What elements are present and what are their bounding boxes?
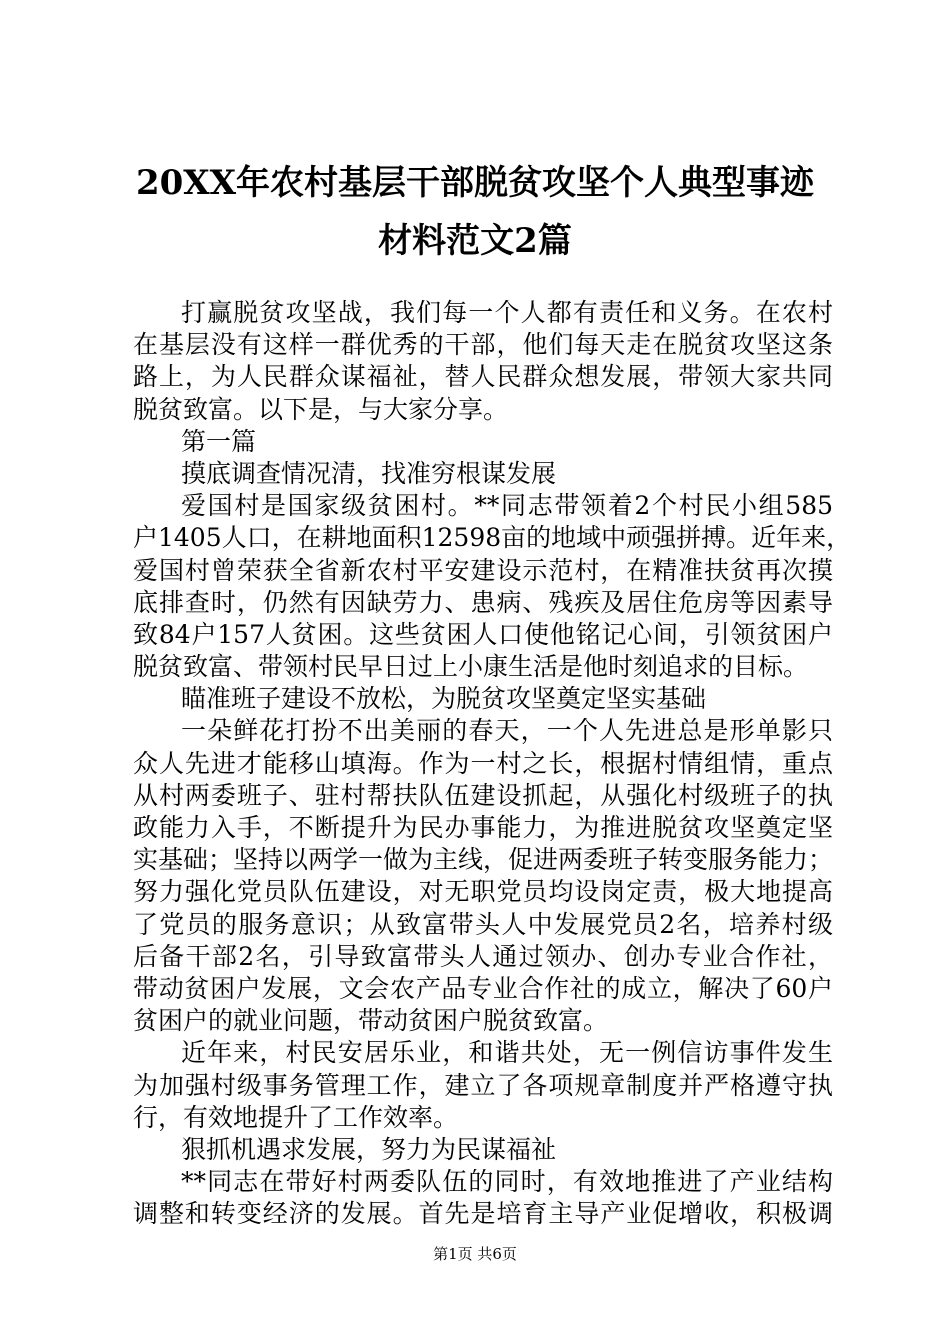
paragraph-line: 在基层没有这样一群优秀的干部，他们每天走在脱贫攻坚这条 [133,330,833,360]
paragraph-line: 近年来，村民安居乐业，和谐共处，无一例信访事件发生 [181,1038,833,1068]
section-heading: 第一篇 [181,426,257,456]
document-body [133,297,852,1230]
paragraph-line: 为加强村级事务管理工作，建立了各项规章制度并严格遵守执 [133,1070,833,1100]
paragraph-line: 脱贫致富。以下是，与大家分享。 [133,394,509,424]
document-title-line-1: 20XX年农村基层干部脱贫攻坚个人典型事迹 [135,163,815,203]
paragraph-line: 众人先进才能移山填海。作为一村之长，根据村情组情，重点 [133,748,833,778]
paragraph-line: 户1405人口，在耕地面积12598亩的地域中顽强拼搏。近年来， [133,523,852,553]
paragraph-line: 实基础；坚持以两学一做为主线，促进两委班子转变服务能力； [133,845,834,875]
paragraph-line: 行，有效地提升了工作效率。 [133,1102,459,1132]
paragraph-line: 致84户157人贫困。这些贫困人口使他铭记心间，引领贫困户 [133,619,833,649]
document-title-line-2: 材料范文2篇 [378,221,572,261]
paragraph-line: 贫困户的就业问题，带动贫困户脱贫致富。 [133,1006,609,1036]
paragraph-line: 打赢脱贫攻坚战，我们每一个人都有责任和义务。在农村 [181,298,833,327]
paragraph-line: 爱国村曾荣获全省新农村平安建设示范村，在精准扶贫再次摸 [133,555,833,585]
paragraph-line: 了党员的服务意识；从致富带头人中发展党员2名，培养村级 [133,909,833,939]
paragraph-line: 路上，为人民群众谋福祉，替人民群众想发展，带领大家共同 [133,362,833,392]
subheading: 摸底调查情况清，找准穷根谋发展 [181,458,557,488]
subheading: 狠抓机遇求发展，努力为民谋福祉 [181,1134,557,1164]
paragraph-line: 脱贫致富、带领村民早日过上小康生活是他时刻追求的目标。 [133,652,809,682]
paragraph-line: 从村两委班子、驻村帮扶队伍建设抓起，从强化村级班子的执 [133,780,833,810]
paragraph-line: 调整和转变经济的发展。首先是培育主导产业促增收，积极调 [133,1199,833,1229]
paragraph-line: 爱国村是国家级贫困村。**同志带领着2个村民小组585 [181,491,833,521]
paragraph-line: 带动贫困户发展，文会农产品专业合作社的成立，解决了60户 [133,973,833,1003]
paragraph-line: 一朵鲜花打扮不出美丽的春天，一个人先进总是形单影只 [181,716,833,746]
subheading: 瞄准班子建设不放松，为脱贫攻坚奠定坚实基础 [181,684,707,714]
paragraph-line: 政能力入手，不断提升为民办事能力，为推进脱贫攻坚奠定坚 [133,813,833,842]
paragraph-line: 努力强化党员队伍建设，对无职党员均设岗定责，极大地提高 [133,877,833,907]
paragraph-line: 底排查时，仍然有因缺劳力、患病、残疾及居住危房等因素导 [133,587,833,617]
page-number-footer: 第1页 共6页 [433,1245,517,1263]
paragraph-line: 后备干部2名，引导致富带头人通过领办、创办专业合作社， [133,941,833,971]
paragraph-line: **同志在带好村两委队伍的同时，有效地推进了产业结构 [181,1167,833,1197]
